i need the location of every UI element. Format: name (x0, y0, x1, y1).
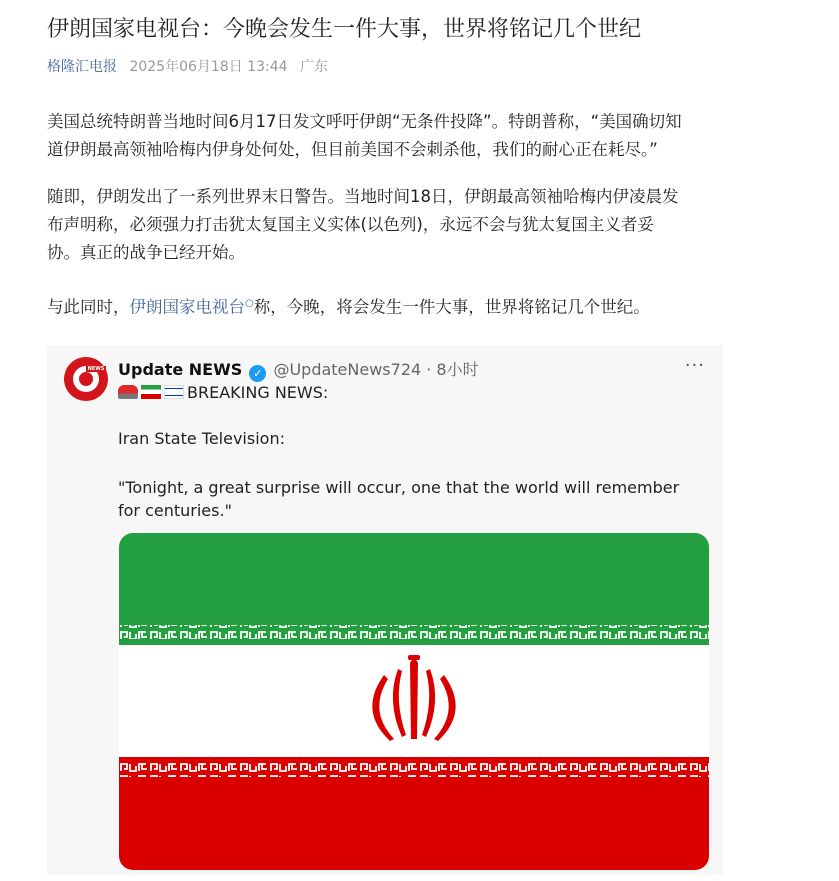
paragraph-line: 协。真正的战争已经开始。 (47, 243, 245, 262)
paragraph-text: 称，今晚，将会发生一件大事，世界将铭记几个世纪。 (253, 297, 650, 317)
tweet-line-2: Iran State Television: (118, 429, 285, 448)
paragraph-text: 与此同时， (47, 297, 130, 317)
iran-flag-emoji (141, 385, 161, 399)
iran-flag-image[interactable] (119, 533, 709, 870)
paragraph-line: 道伊朗最高领袖哈梅内伊身处何处，但目前美国不会刺杀他，我们的耐心正在耗尽。” (47, 140, 658, 159)
tweet-author (118, 357, 479, 382)
paragraph-1 (47, 108, 747, 164)
paragraph-3 (47, 290, 747, 322)
paragraph-2 (47, 183, 747, 267)
more-options-icon[interactable]: ··· (684, 355, 705, 376)
link-icon: ○ (245, 298, 254, 309)
publish-date: 2025年06月18日 13:44 (129, 59, 288, 75)
source-link[interactable]: 格隆汇电报 (47, 59, 117, 75)
verified-badge-icon: ✓ (249, 365, 266, 382)
tweet-breaking-line (118, 383, 328, 402)
tweet-quote: "Tonight, a great surprise will occur, one that the world will remember for centuries." (118, 478, 680, 520)
article-meta (47, 56, 336, 76)
tv-link[interactable]: 伊朗国家电视台 (129, 297, 245, 317)
embedded-tweet[interactable] (47, 345, 723, 875)
paragraph-line: 美国总统特朗普当地时间6月17日发文呼吁伊朗“无条件投降”。特朗普称，“美国确切知 (47, 112, 682, 131)
location: 广东 (299, 59, 328, 75)
flag-graphic (119, 533, 709, 870)
paragraph-line: 随即，伊朗发出了一系列世界末日警告。当地时间18日，伊朗最高领袖哈梅内伊凌晨发 (47, 187, 679, 206)
israel-flag-emoji (164, 385, 184, 399)
breaking-text: BREAKING NEWS: (187, 383, 329, 402)
article-title: 伊朗国家电视台：今晚会发生一件大事，世界将铭记几个世纪 (47, 17, 642, 42)
author-name[interactable]: Update NEWS (118, 360, 243, 379)
avatar-label: NEWS (87, 366, 105, 372)
siren-emoji (118, 385, 138, 399)
avatar[interactable] (64, 357, 108, 401)
paragraph-line: 布声明称，必须强力打击犹太复国主义实体(以色列)，永远不会与犹太复国主义者妥 (47, 215, 654, 234)
author-handle-time[interactable]: @UpdateNews724 · 8小时 (273, 360, 479, 379)
